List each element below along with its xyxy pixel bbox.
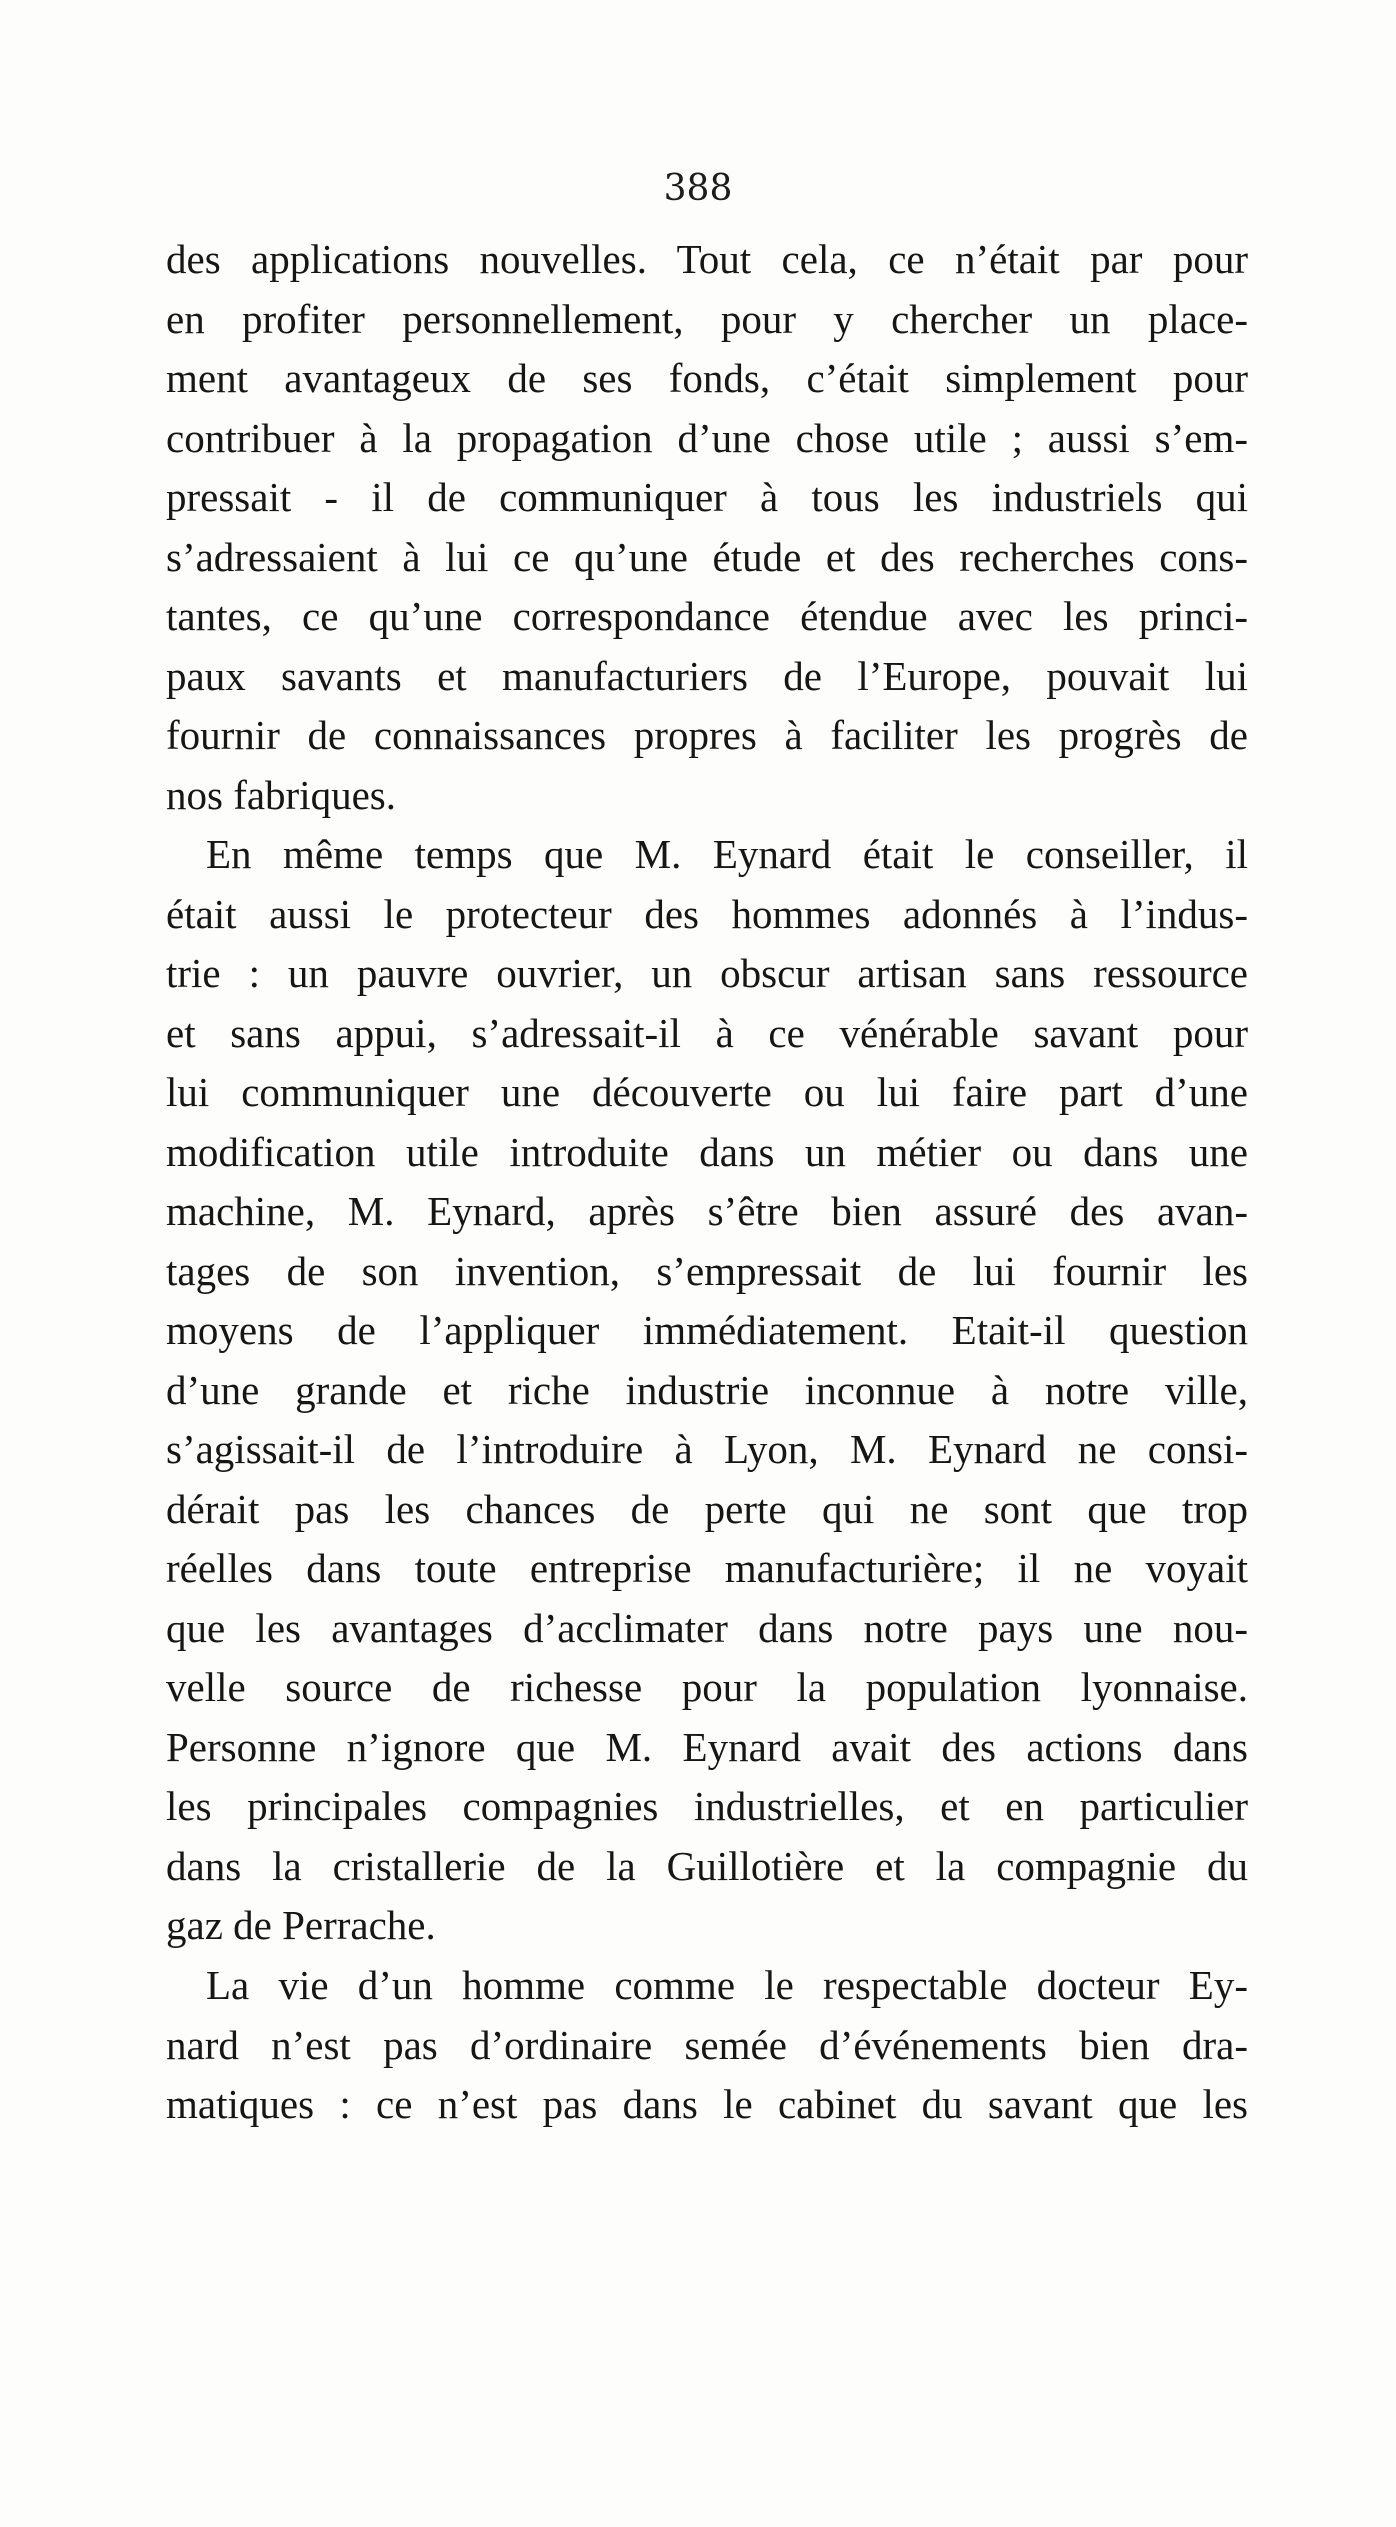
- text-line: En même temps que M. Eynard était le conseiller, il: [206, 831, 1248, 877]
- text-line: velle source de richesse pour la population lyonnaise.: [166, 1664, 1248, 1710]
- text-line: tages de son invention, s’empressait de lui fournir les: [166, 1247, 1248, 1294]
- text-line: moyens de l’appliquer immédiatement. Etait-il question: [166, 1307, 1248, 1353]
- text-line: en profiter personnellement, pour y chercher un place-: [166, 295, 1248, 342]
- text-line: pressait - il de communiquer à tous les industriels qui: [166, 474, 1248, 520]
- text-line: et sans appui, s’adressait-il à ce vénérable savant pour: [166, 1009, 1248, 1056]
- text-line: paux savants et manufacturiers de l’Europe, pouvait lui: [166, 652, 1248, 699]
- text-line: nard n’est pas d’ordinaire semée d’événements bien dra-: [166, 2021, 1248, 2068]
- text-line: gaz de Perrache.: [166, 1902, 436, 1948]
- text-line: La vie d’un homme comme le respectable docteur Ey-: [206, 1962, 1248, 2008]
- text-line: ment avantageux de ses fonds, c’était simplement pour: [166, 355, 1248, 401]
- text-line: dans la cristallerie de la Guillotière et la compagnie du: [166, 1842, 1248, 1889]
- text-line: matiques : ce n’est pas dans le cabinet du savant que les: [166, 2081, 1248, 2127]
- text-line: machine, M. Eynard, après s’être bien assuré des avan-: [166, 1188, 1248, 1234]
- text-line: modification utile introduite dans un métier ou dans une: [166, 1128, 1248, 1175]
- text-line: que les avantages d’acclimater dans notre pays une nou-: [166, 1604, 1248, 1651]
- page-number: 388: [663, 168, 733, 209]
- text-line: contribuer à la propagation d’une chose utile ; aussi s’em-: [166, 414, 1248, 461]
- text-line: des applications nouvelles. Tout cela, ce n’était par pour: [166, 236, 1248, 282]
- text-line: s’agissait-il de l’introduire à Lyon, M. Eynard ne consi-: [166, 1426, 1248, 1472]
- text-line: Personne n’ignore que M. Eynard avait des actions dans: [166, 1723, 1248, 1770]
- text-line: fournir de connaissances propres à faciliter les progrès de: [166, 712, 1248, 758]
- text-line: trie : un pauvre ouvrier, un obscur artisan sans ressource: [166, 950, 1248, 996]
- text-line: dérait pas les chances de perte qui ne sont que trop: [166, 1485, 1248, 1532]
- text-line: était aussi le protecteur des hommes adonnés à l’indus-: [166, 890, 1248, 937]
- paragraph-1: [166, 230, 1248, 825]
- text-line: tantes, ce qu’une correspondance étendue avec les princi-: [166, 593, 1248, 639]
- paragraph-2: [166, 825, 1248, 1956]
- text-line: lui communiquer une découverte ou lui faire part d’une: [166, 1069, 1248, 1115]
- text-line: d’une grande et riche industrie inconnue à notre ville,: [166, 1366, 1248, 1413]
- paragraph-3: [166, 1956, 1248, 2135]
- text-line: s’adressaient à lui ce qu’une étude et des recherches cons-: [166, 533, 1248, 580]
- text-line: les principales compagnies industrielles, et en particulier: [166, 1783, 1248, 1829]
- text-line: nos fabriques.: [166, 771, 397, 818]
- text-line: réelles dans toute entreprise manufacturière; il ne voyait: [166, 1545, 1248, 1591]
